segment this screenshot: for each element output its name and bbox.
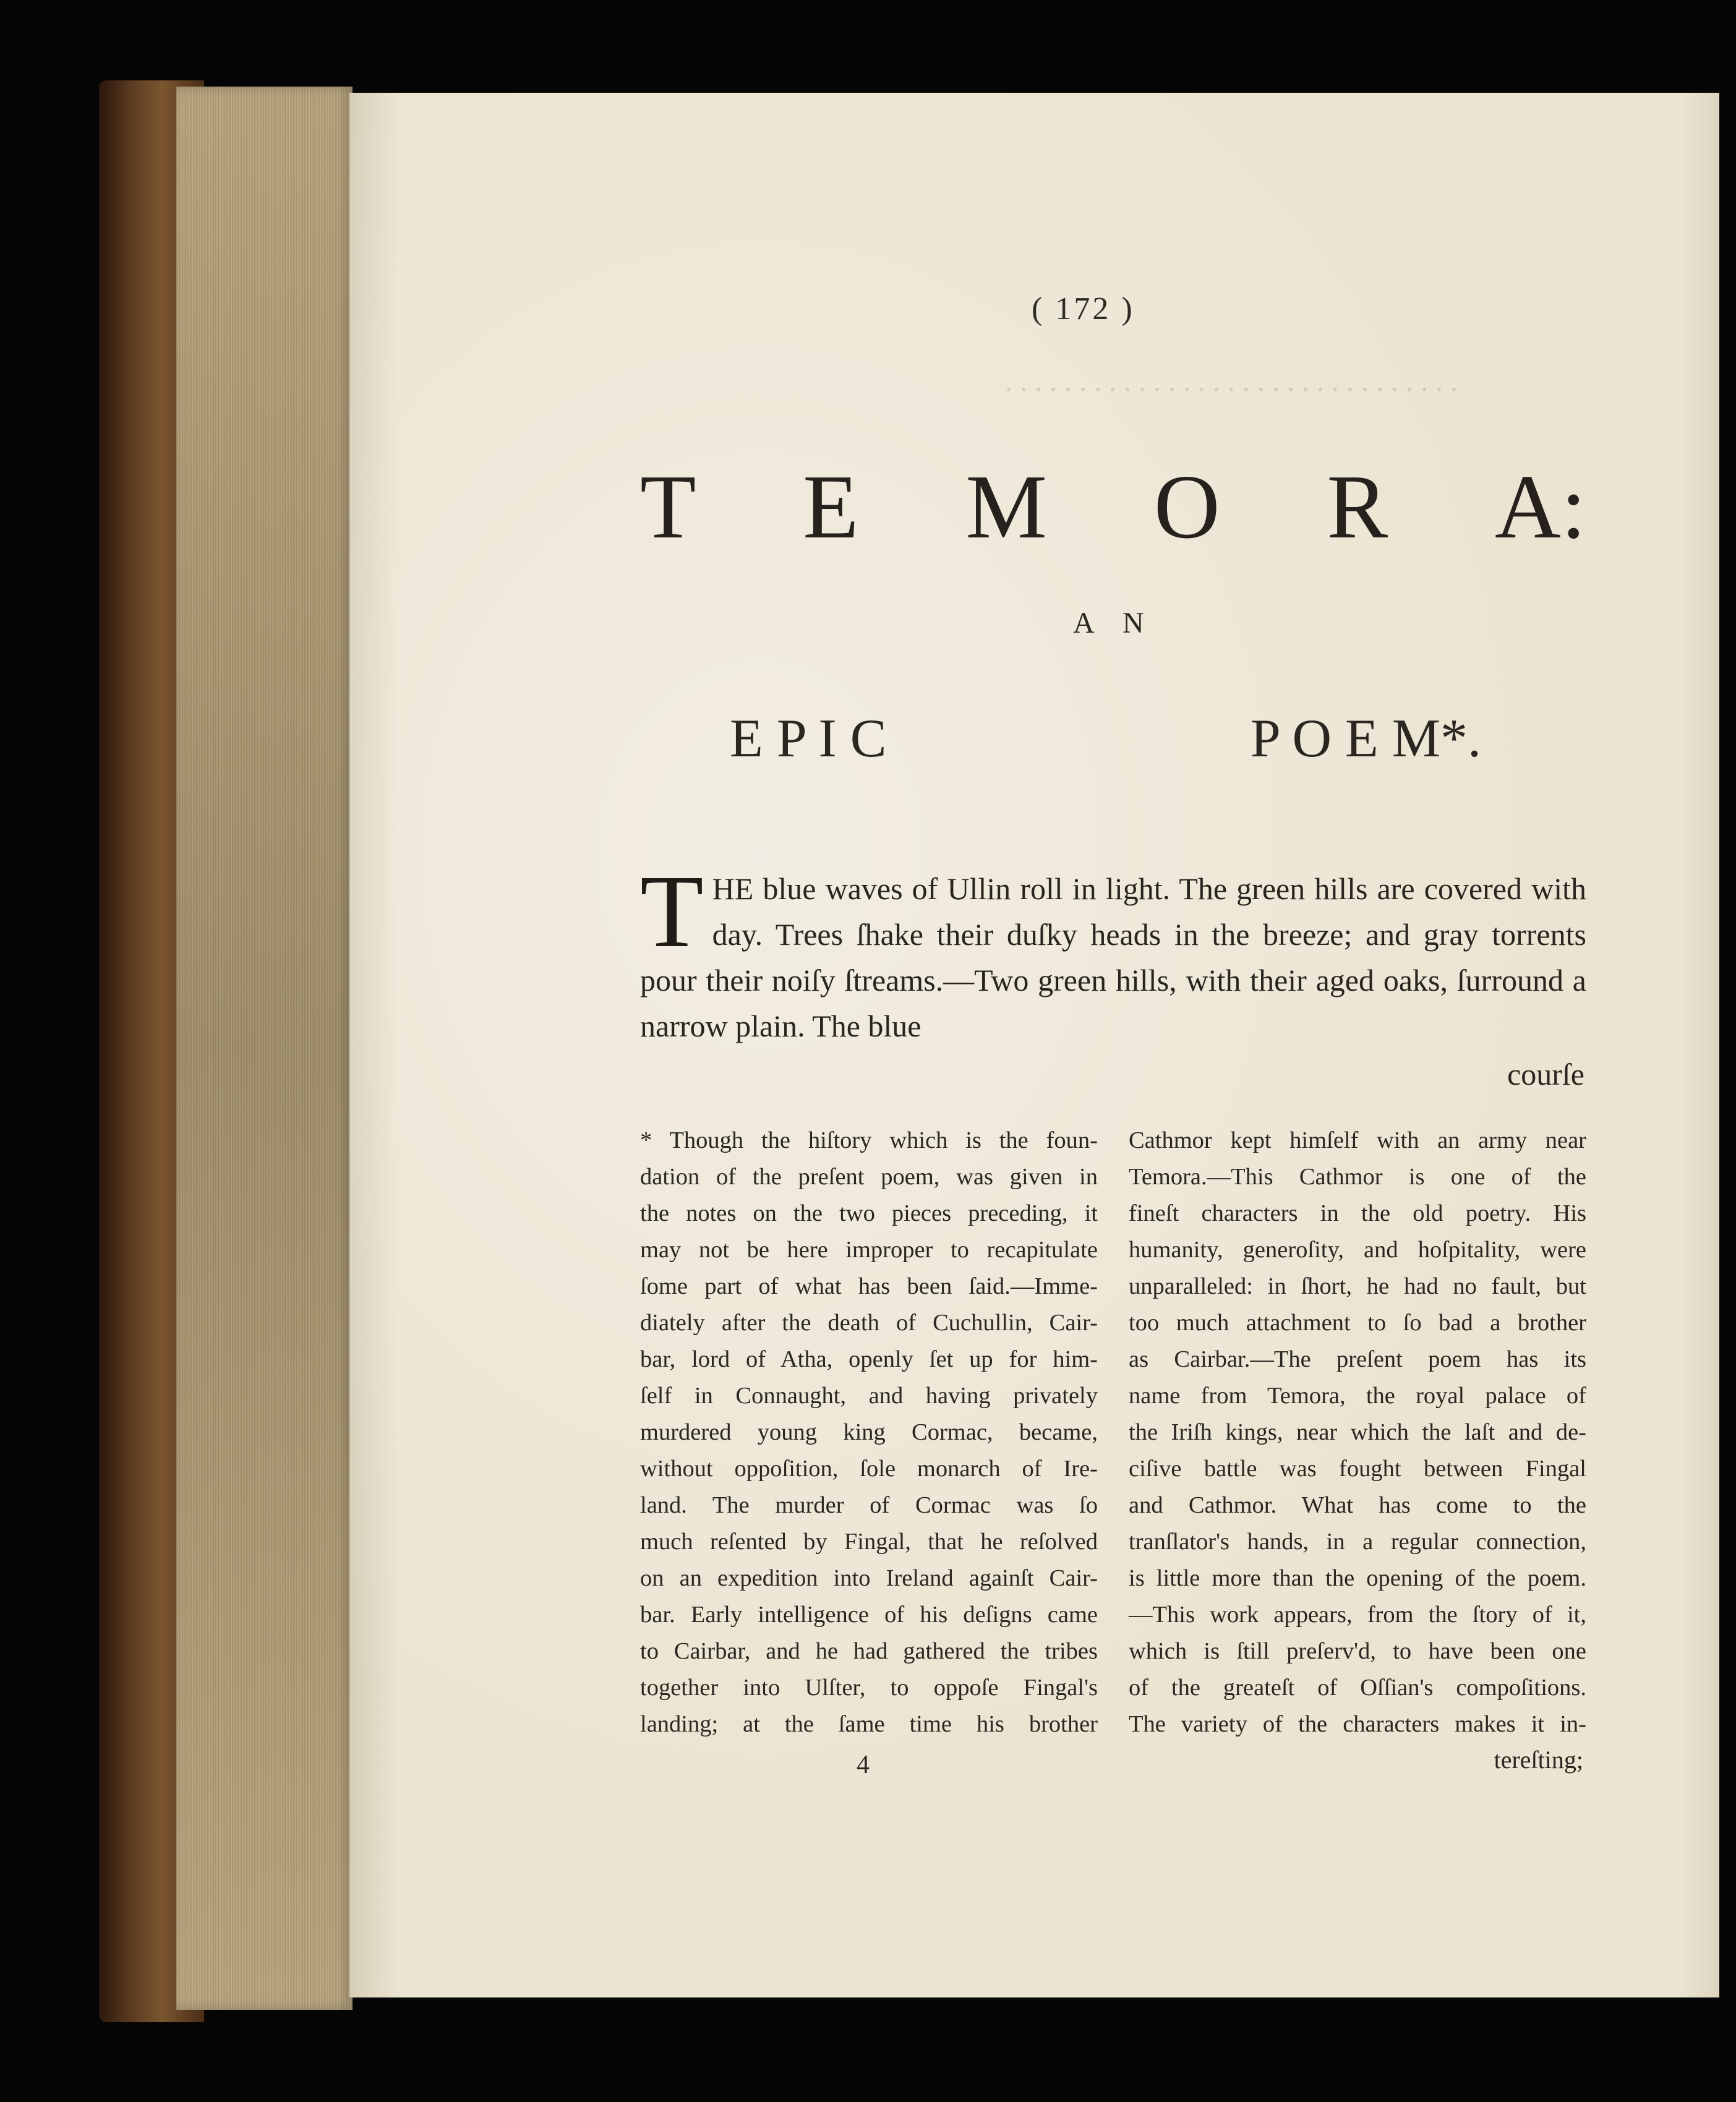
footnote-line: much reſented by Fingal, that he reſolved xyxy=(640,1529,1098,1555)
footnote-line: land. The murder of Cormac was ſo xyxy=(640,1492,1098,1518)
footnote-line: name from Temora, the royal palace of xyxy=(1129,1383,1586,1409)
footnote-line: on an expedition into Ireland againſt Cair- xyxy=(640,1565,1098,1591)
footnote-line: —This work appears, from the ſtory of it, xyxy=(1129,1602,1586,1628)
title-letter: A: xyxy=(1494,456,1586,558)
footnote-line: of the greateſt of Oſſian's compoſitions. xyxy=(1129,1675,1586,1701)
footnote-line: dation of the preſent poem, was given in xyxy=(640,1164,1098,1190)
footnote-line: the Iriſh kings, near which the laſt and de- xyxy=(1129,1419,1586,1445)
footnote-left-column xyxy=(640,1122,1098,1743)
drop-cap: T xyxy=(640,854,704,969)
paragraph-text: HE blue waves of Ullin roll in light. The green hills are covered with day. Trees ſhake their duſky heads in the breeze; and gray torrents pour their noiſy ſtreams.—Two green hills, with their aged oaks, ſurround a narrow plain. The blue xyxy=(640,871,1586,1043)
footnote-line: the notes on the two pieces preceding, it xyxy=(640,1200,1098,1226)
footnote-line: ſome part of what has been ſaid.—Imme- xyxy=(640,1273,1098,1299)
footnote-line: bar, lord of Atha, openly ſet up for him- xyxy=(640,1346,1098,1372)
footnote-line: unparalleled: in ſhort, he had no fault, but xyxy=(1129,1273,1586,1299)
page-block-edge xyxy=(176,87,353,2010)
footnote-line: may not be here improper to recapitulate xyxy=(640,1237,1098,1263)
footnote-line: bar. Early intelligence of his deſigns came xyxy=(640,1602,1098,1628)
footnote-line: together into Ulſter, to oppoſe Fingal's xyxy=(640,1675,1098,1701)
title-letter: R xyxy=(1327,456,1388,558)
signature-mark: 4 xyxy=(857,1751,870,1779)
footnote-line: landing; at the ſame time his brother xyxy=(640,1711,1098,1737)
footnote-line: * Though the hiſtory which is the foun- xyxy=(640,1127,1098,1153)
footnote-line: without oppoſition, ſole monarch of Ire- xyxy=(640,1456,1098,1482)
footnote-line: The variety of the characters makes it in- xyxy=(1129,1711,1586,1737)
footnote-line: tranſlator's hands, in a regular connection, xyxy=(1129,1529,1586,1555)
title-letter: O xyxy=(1153,456,1220,558)
footnote-line: ſelf in Connaught, and having privately xyxy=(640,1383,1098,1409)
subtitle-an: A N xyxy=(1073,607,1155,639)
footnote-line: murdered young king Cormac, became, xyxy=(640,1419,1098,1445)
show-through-text: . . . . . . . . . . . . . . . . . . . . . . . . . . . . . . . xyxy=(1005,365,1458,398)
title-letter: M xyxy=(965,456,1047,558)
footnote-line: to Cairbar, and he had gathered the tribes xyxy=(640,1638,1098,1664)
title-letter: T xyxy=(640,456,696,558)
footnote-line: ciſive battle was fought between Fingal xyxy=(1129,1456,1586,1482)
footnote-line: as Cairbar.—The preſent poem has its xyxy=(1129,1346,1586,1372)
page-number: ( 172 ) xyxy=(1032,291,1135,327)
footnote-line: diately after the death of Cuchullin, Cair- xyxy=(640,1310,1098,1336)
footnote-line: humanity, generoſity, and hoſpitality, were xyxy=(1129,1237,1586,1263)
footnote-line: fineſt characters in the old poetry. His xyxy=(1129,1200,1586,1226)
footnote-catchword: tereſting; xyxy=(1494,1746,1583,1774)
footnote xyxy=(640,1122,1586,1743)
footnote-line: is little more than the opening of the poem. xyxy=(1129,1565,1586,1591)
poem-opening-paragraph xyxy=(640,854,1586,1049)
footnote-line: which is ſtill preſerv'd, to have been one xyxy=(1129,1638,1586,1664)
subtitle-word-poem: P O E M*. xyxy=(1250,709,1481,769)
subtitle-word-epic: E P I C xyxy=(730,709,887,769)
footnote-right-column xyxy=(1129,1122,1586,1743)
footnote-line: and Cathmor. What has come to the xyxy=(1129,1492,1586,1518)
catchword: courſe xyxy=(1507,1057,1584,1092)
title-letter: E xyxy=(803,456,859,558)
footnote-line: too much attachment to ſo bad a brother xyxy=(1129,1310,1586,1336)
footnote-line: Temora.—This Cathmor is one of the xyxy=(1129,1164,1586,1190)
subtitle-epic-poem xyxy=(730,708,1481,770)
poem-title xyxy=(640,458,1586,557)
footnote-line: Cathmor kept himſelf with an army near xyxy=(1129,1127,1586,1153)
